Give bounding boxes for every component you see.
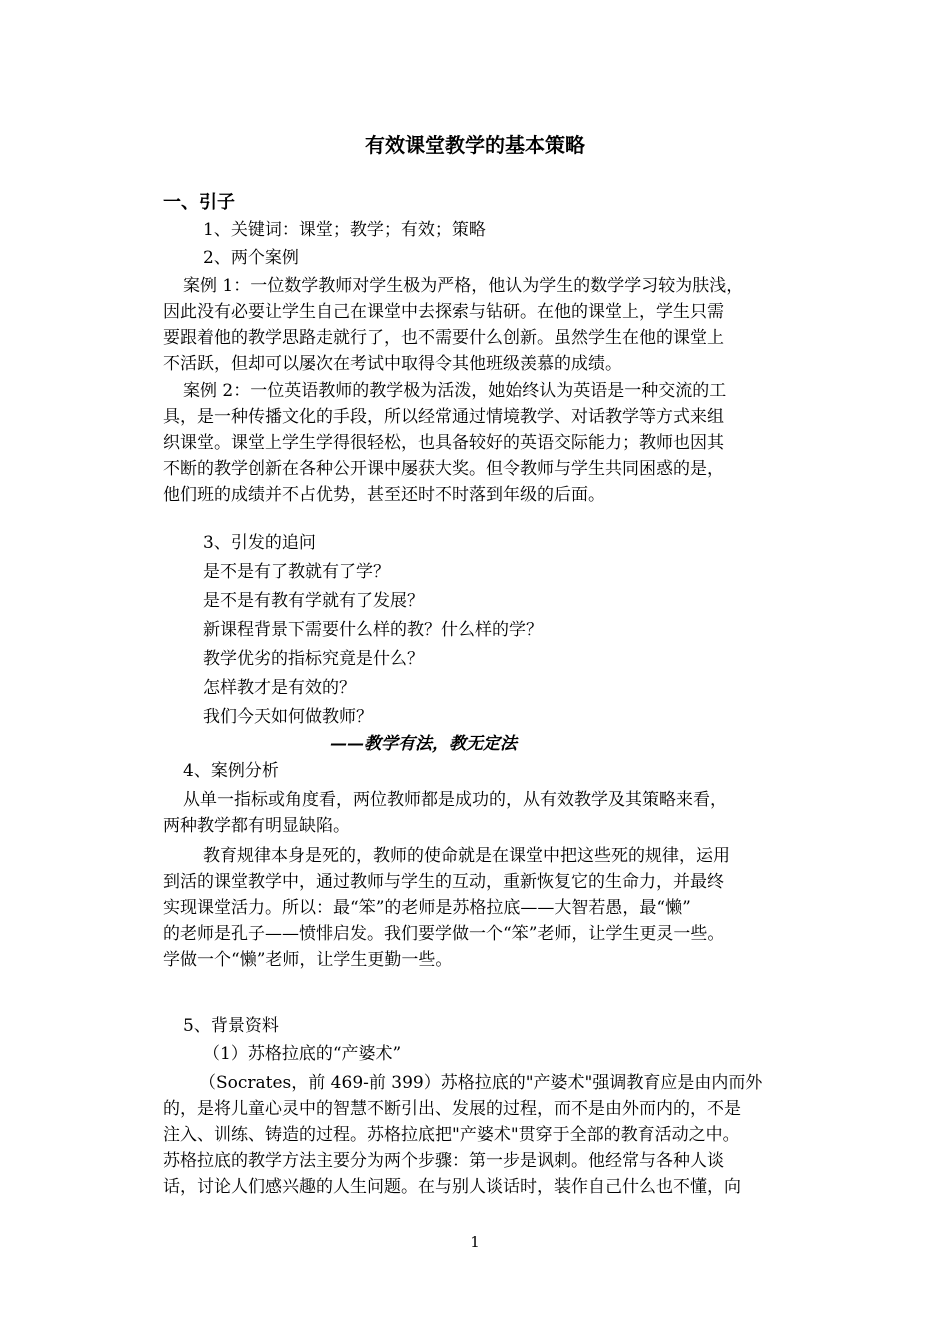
section-heading-intro: 一、引子 (163, 192, 235, 213)
case-2-line: 案例 2：一位英语教师的教学极为活泼，她始终认为英语是一种交流的工 (183, 381, 727, 401)
case-2-line: 不断的教学创新在各种公开课中屡获大奖。但令教师与学生共同困惑的是， (163, 459, 724, 479)
socrates-paragraph (163, 1070, 793, 1200)
sub-item-maieutics: （1）苏格拉底的“产婆术” (203, 1044, 402, 1064)
case-2-line: 他们班的成绩并不占优势，甚至还时不时落到年级的后面。 (163, 485, 605, 505)
item-case-analysis: 4、案例分析 (183, 761, 279, 781)
case-1-line: 案例 1：一位数学教师对学生极为严格，他认为学生的数学学习较为肤浅， (183, 276, 744, 296)
item-follow-up-questions: 3、引发的追问 (203, 533, 316, 553)
case-1-line: 因此没有必要让学生自己在课堂中去探索与钻研。在他的课堂上，学生只需 (163, 302, 724, 322)
analysis-line: 的老师是孔子——愤悱启发。我们要学做一个“笨”老师，让学生更灵一些。 (163, 924, 725, 944)
item-background: 5、背景资料 (183, 1016, 279, 1036)
socrates-line: 注入、训练、铸造的过程。苏格拉底把"产婆术"贯穿于全部的教育活动之中。 (163, 1125, 740, 1145)
analysis-line: 学做一个“懒”老师，让学生更勤一些。 (163, 950, 453, 970)
case-1-paragraph (163, 273, 793, 377)
question-line: 教学优劣的指标究竟是什么？ (203, 649, 424, 669)
analysis-line: 两种教学都有明显缺陷。 (163, 816, 350, 836)
case-2-line: 织课堂。课堂上学生学得很轻松，也具备较好的英语交际能力；教师也因其 (163, 433, 724, 453)
analysis-line: 到活的课堂教学中，通过教师与学生的互动，重新恢复它的生命力，并最终 (163, 872, 724, 892)
analysis-paragraph-2 (163, 843, 793, 973)
case-2-paragraph (163, 378, 793, 508)
case-1-line: 不活跃，但却可以屡次在考试中取得令其他班级羡慕的成绩。 (163, 354, 622, 374)
question-line: 是不是有教有学就有了发展？ (203, 591, 424, 611)
analysis-line: 实现课堂活力。所以：最“笨”的老师是苏格拉底——大智若愚，最“懒” (163, 898, 691, 918)
case-1-line: 要跟着他的教学思路走就行了，也不需要什么创新。虽然学生在他的课堂上 (163, 328, 724, 348)
analysis-paragraph-1 (163, 787, 793, 839)
socrates-line: 话，讨论人们感兴趣的人生问题。在与别人谈话时，装作自己什么也不懂，向 (163, 1177, 741, 1197)
analysis-line: 从单一指标或角度看，两位教师都是成功的，从有效教学及其策略来看， (183, 790, 727, 810)
question-line: 新课程背景下需要什么样的教？什么样的学？ (203, 620, 543, 640)
socrates-line: 苏格拉底的教学方法主要分为两个步骤：第一步是讽刺。他经常与各种人谈 (163, 1151, 724, 1171)
case-2-line: 具，是一种传播文化的手段，所以经常通过情境教学、对话教学等方式来组 (163, 407, 724, 427)
page-number: 1 (470, 1233, 480, 1251)
question-line: 是不是有了教就有了学？ (203, 562, 390, 582)
item-keywords: 1、关键词：课堂；教学；有效；策略 (203, 220, 486, 240)
socrates-line: 的，是将儿童心灵中的智慧不断引出、发展的过程，而不是由外而内的，不是 (163, 1099, 741, 1119)
item-two-cases: 2、两个案例 (203, 248, 299, 268)
quote-line: ——教学有法，教无定法 (330, 734, 517, 754)
analysis-line: 教育规律本身是死的，教师的使命就是在课堂中把这些死的规律，运用 (203, 846, 730, 866)
document-title: 有效课堂教学的基本策略 (365, 133, 585, 157)
question-line: 怎样教才是有效的？ (203, 678, 356, 698)
question-line: 我们今天如何做教师？ (203, 707, 373, 727)
socrates-line: （Socrates，前 469-前 399）苏格拉底的"产婆术"强调教育应是由内而外 (199, 1073, 763, 1093)
